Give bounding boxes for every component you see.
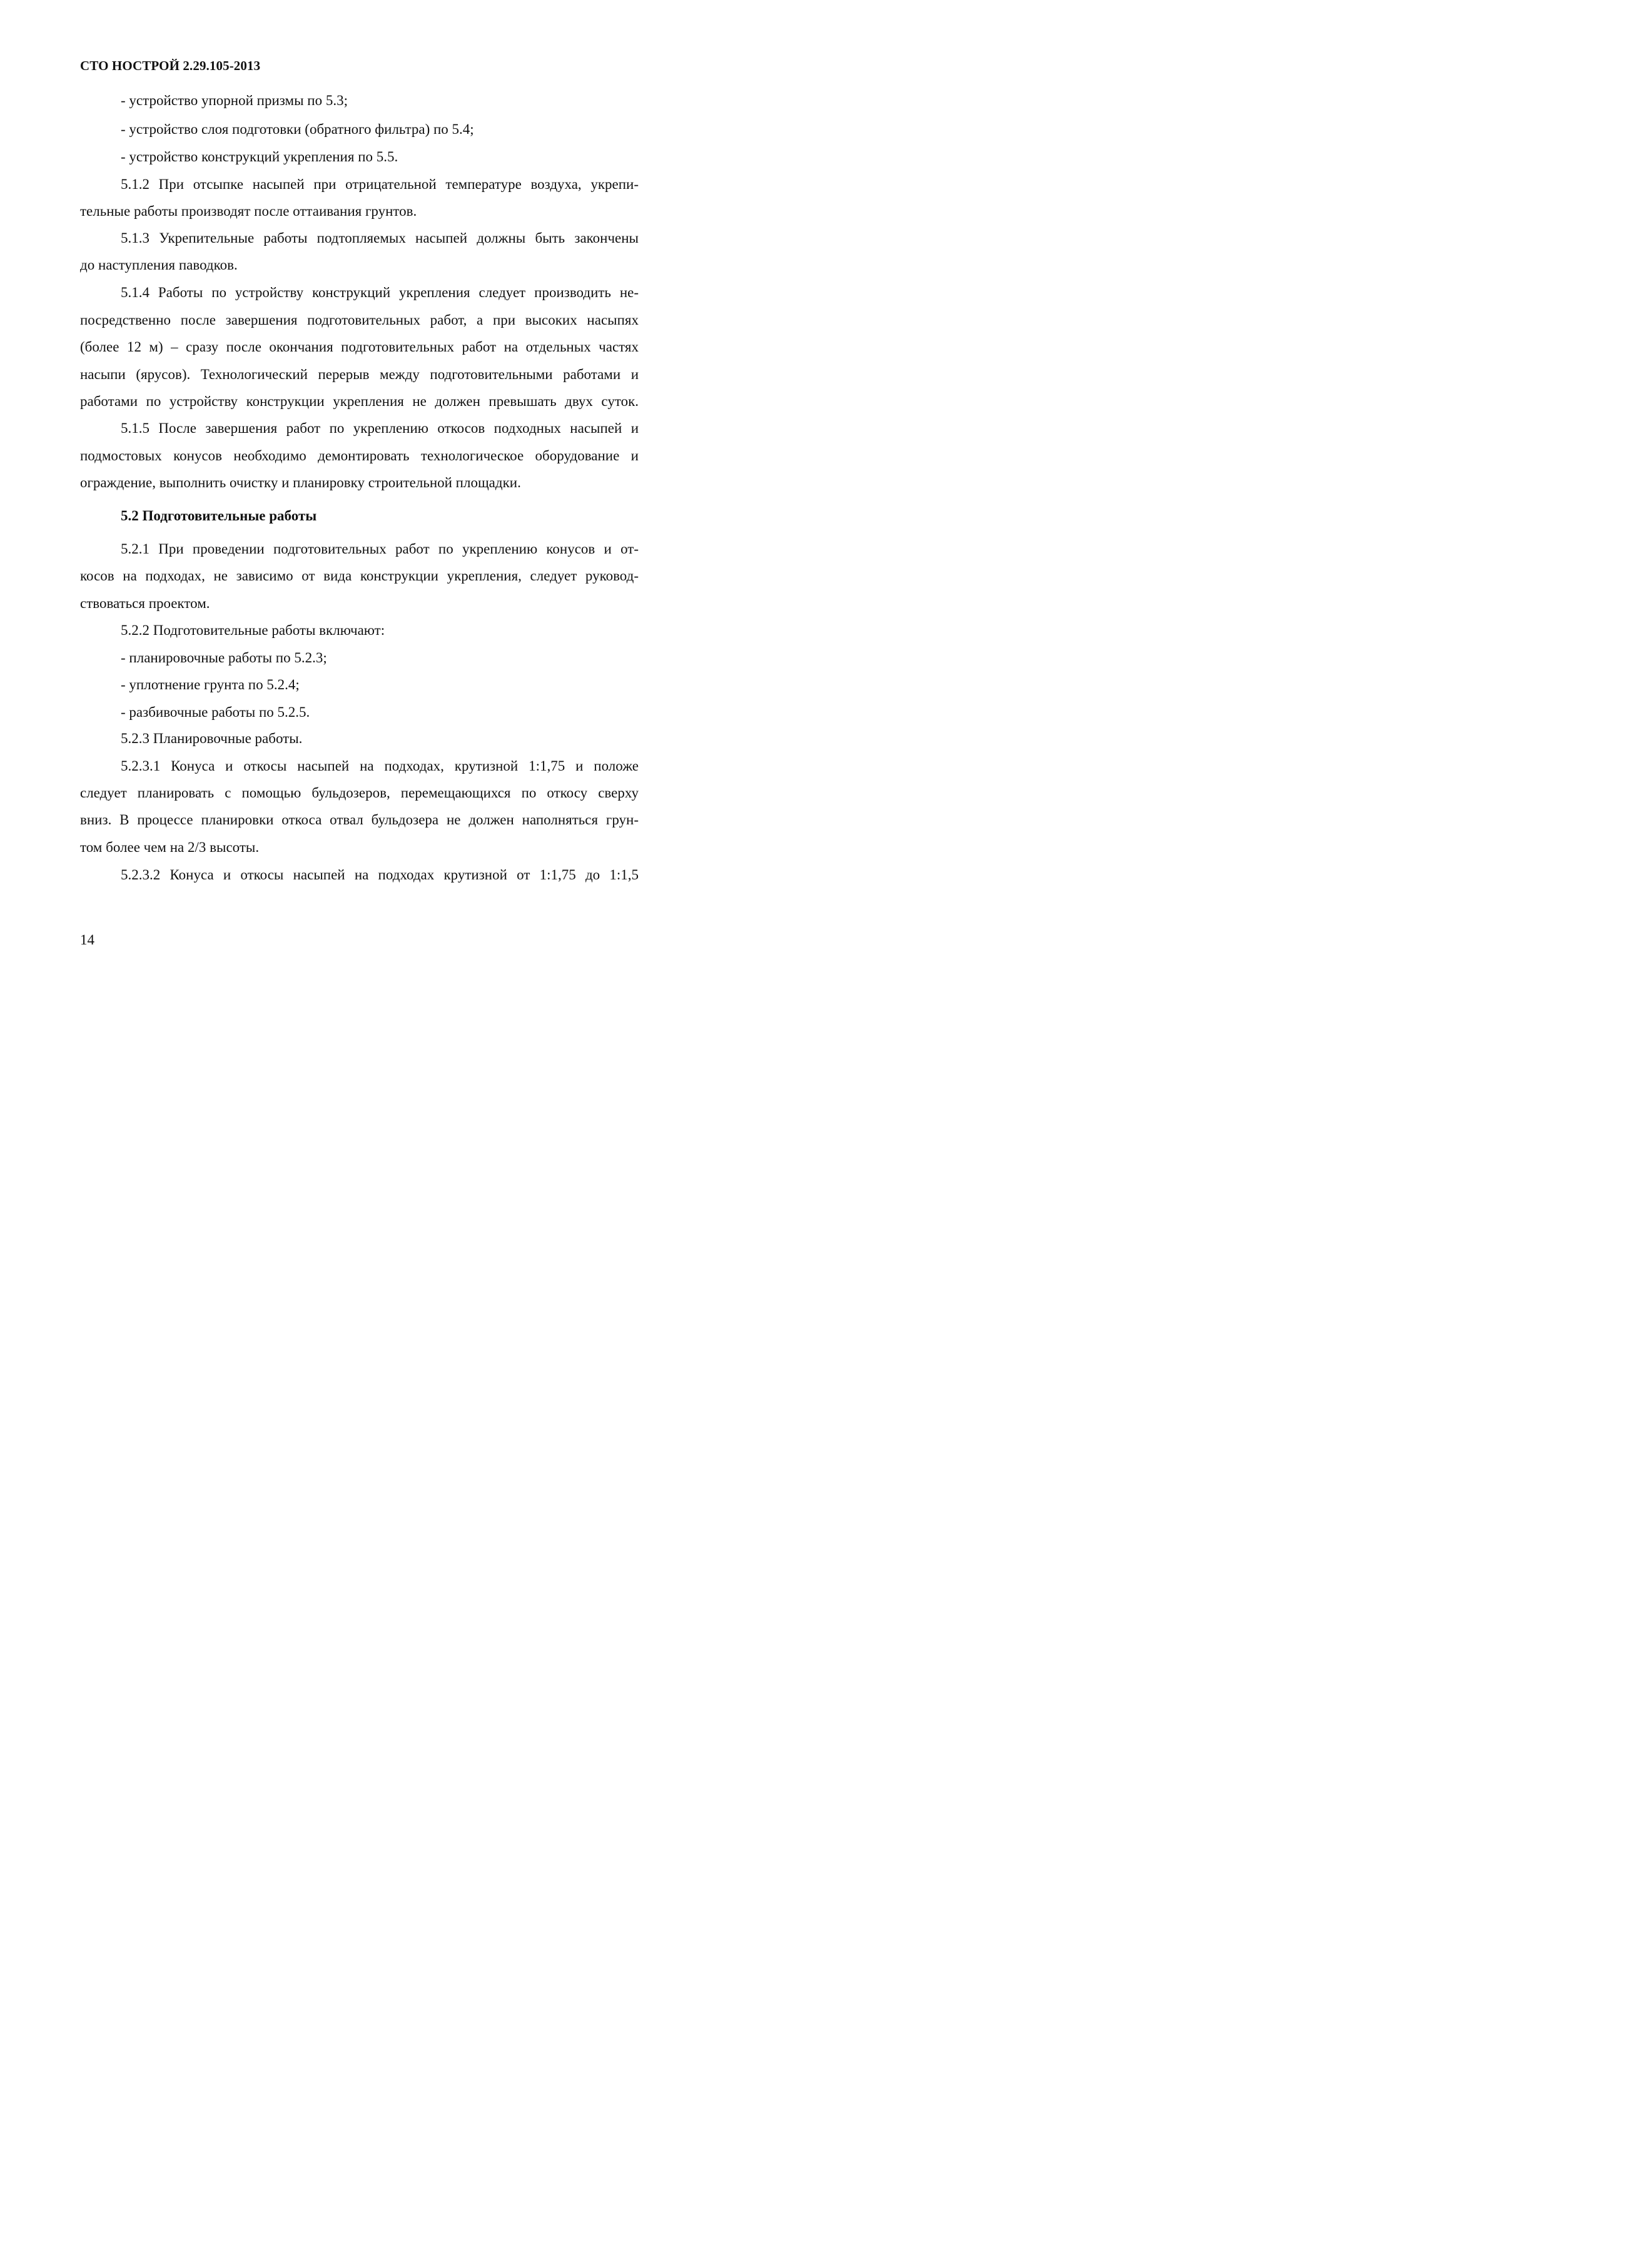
list-item: - устройство упорной призмы по 5.3; — [121, 93, 348, 108]
paragraph-5-1-4-line: 5.1.4 Работы по устройству конструкций укрепления следует производить не- — [121, 285, 639, 300]
list-item: - устройство конструкций укрепления по 5.5. — [121, 149, 398, 165]
paragraph-5-2-3-1-line: следует планировать с помощью бульдозеров, перемещающихся по откосу сверху — [80, 785, 639, 801]
list-item: - устройство слоя подготовки (обратного фильтра) по 5.4; — [121, 121, 474, 137]
paragraph-5-2-2: 5.2.2 Подготовительные работы включают: — [121, 622, 385, 638]
list-item: - планировочные работы по 5.2.3; — [121, 650, 327, 666]
paragraph-5-1-2-line: 5.1.2 При отсыпке насыпей при отрицательной температуре воздуха, укрепи- — [121, 176, 639, 192]
paragraph-5-1-3-line: до наступления паводков. — [80, 257, 238, 273]
paragraph-5-2-3-2-line: 5.2.3.2 Конуса и откосы насыпей на подходах крутизной от 1:1,75 до 1:1,5 — [121, 867, 639, 883]
paragraph-5-1-5-line: ограждение, выполнить очистку и планировку строительной площадки. — [80, 475, 521, 490]
section-heading: 5.2 Подготовительные работы — [121, 508, 317, 524]
paragraph-5-1-5-line: подмостовых конусов необходимо демонтировать технологическое оборудование и — [80, 448, 639, 463]
paragraph-5-2-3: 5.2.3 Планировочные работы. — [121, 731, 303, 746]
list-item: - разбивочные работы по 5.2.5. — [121, 704, 310, 720]
page-number: 14 — [80, 932, 94, 948]
paragraph-5-1-4-line: работами по устройству конструкции укрепления не должен превышать двух суток. — [80, 393, 639, 409]
paragraph-5-2-1-line: ствоваться проектом. — [80, 595, 210, 611]
paragraph-5-2-1-line: 5.2.1 При проведении подготовительных работ по укреплению конусов и от- — [121, 541, 639, 557]
paragraph-5-1-3-line: 5.1.3 Укрепительные работы подтопляемых насыпей должны быть закончены — [121, 230, 639, 246]
paragraph-5-1-5-line: 5.1.5 После завершения работ по укреплению откосов подходных насыпей и — [121, 420, 639, 436]
list-item: - уплотнение грунта по 5.2.4; — [121, 677, 300, 692]
paragraph-5-2-3-1-line: вниз. В процессе планировки откоса отвал бульдозера не должен наполняться грун- — [80, 812, 639, 828]
paragraph-5-1-4-line: (более 12 м) – сразу после окончания подготовительных работ на отдельных частях — [80, 339, 639, 355]
document-header: СТО НОСТРОЙ 2.29.105-2013 — [80, 58, 261, 73]
paragraph-5-1-4-line: посредственно после завершения подготовительных работ, а при высоких насыпях — [80, 312, 639, 328]
paragraph-5-2-3-1-line: том более чем на 2/3 высоты. — [80, 839, 260, 855]
paragraph-5-2-1-line: косов на подходах, не зависимо от вида конструкции укрепления, следует руковод- — [80, 568, 639, 584]
paragraph-5-1-4-line: насыпи (ярусов). Технологический перерыв между подготовительными работами и — [80, 367, 639, 382]
paragraph-5-2-3-1-line: 5.2.3.1 Конуса и откосы насыпей на подходах, крутизной 1:1,75 и положе — [121, 758, 639, 774]
paragraph-5-1-2-line: тельные работы производят после оттаивания грунтов. — [80, 203, 417, 219]
